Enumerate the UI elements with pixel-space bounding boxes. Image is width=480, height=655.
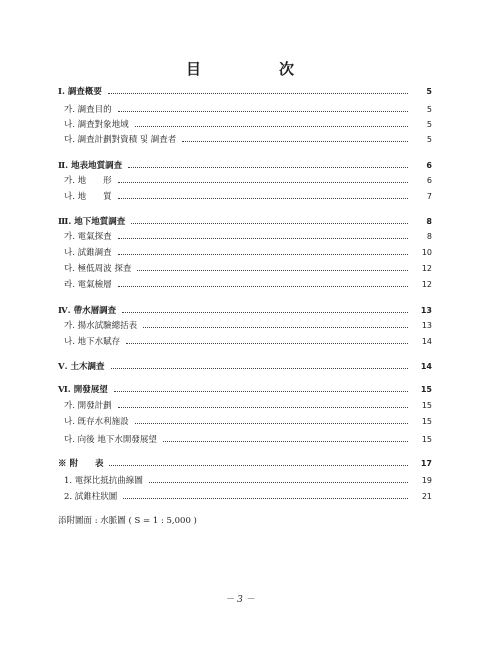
toc-entry	[58, 474, 432, 488]
toc-entry-label: Ⅱ. 地表地質調査	[58, 161, 123, 171]
dot-leader	[135, 422, 408, 424]
toc-entry	[58, 433, 432, 447]
toc-entry-label: Ⅲ. 地下地質調査	[58, 217, 126, 227]
toc-entry-page: 5	[426, 135, 432, 144]
toc-entry-label: 다. 調査計劃對資積 및 調査者	[64, 135, 177, 145]
dot-leader	[111, 367, 408, 369]
toc-entry-page: 13	[421, 321, 432, 330]
toc-entry	[58, 383, 432, 397]
toc-entry-label: Ⅰ. 調査槪要	[58, 87, 102, 97]
toc-entry-page: 12	[421, 280, 432, 289]
toc-entry-page: 14	[420, 362, 432, 371]
toc-entry-page: 6	[426, 176, 432, 185]
toc-entry	[58, 190, 432, 204]
toc-entry-page: 13	[420, 306, 432, 315]
toc-entry-page: 5	[426, 105, 432, 114]
attached-drawing-note: 添附圖面 : 水脈圖 ( S = 1 : 5,000 )	[58, 516, 197, 526]
toc-entry-label: 나. 旣存水利施設	[64, 417, 129, 427]
toc-entry-label: Ⅴ. 土木調査	[58, 362, 105, 372]
toc-entry	[58, 103, 432, 117]
toc-entry-page: 15	[421, 401, 432, 410]
toc-entry-label: 나. 調査對象地域	[64, 120, 129, 130]
toc-entry-label: Ⅵ. 開發展望	[58, 385, 108, 395]
toc-entry-label: Ⅳ. 帶水層調査	[58, 306, 117, 316]
toc-entry	[58, 335, 432, 349]
toc-entry-label: ※ 附 表	[58, 459, 104, 469]
toc-entry	[58, 85, 432, 99]
toc-entry	[58, 230, 432, 244]
toc-entry	[58, 490, 432, 504]
toc-entry	[58, 118, 432, 132]
toc-entry	[58, 246, 432, 260]
dot-leader	[135, 125, 408, 127]
toc-entry-page: 8	[426, 232, 432, 241]
dot-leader	[118, 406, 408, 408]
dot-leader	[108, 92, 408, 94]
dot-leader	[163, 440, 408, 442]
dot-leader	[118, 197, 408, 199]
dot-leader	[118, 253, 408, 255]
dot-leader	[143, 326, 408, 328]
toc-entry	[58, 319, 432, 333]
dot-leader	[149, 481, 408, 483]
toc-entry-label: 라. 電氣檢層	[64, 280, 112, 290]
dot-leader	[114, 390, 408, 392]
dot-leader	[182, 140, 408, 142]
toc-entry	[58, 399, 432, 413]
toc-entry-label: 가. 揚水試驗總括表	[64, 321, 138, 331]
toc-entry	[58, 360, 432, 374]
dot-leader	[118, 110, 408, 112]
toc-entry-label: 1. 電探比抵抗曲線圖	[64, 476, 143, 486]
dot-leader	[126, 342, 408, 344]
toc-entry	[58, 415, 432, 429]
toc-entry-label: 나. 地 質	[64, 192, 112, 202]
toc-entry	[58, 304, 432, 318]
toc-entry-label: 가. 開發計劃	[64, 401, 112, 411]
toc-entry	[58, 457, 432, 471]
toc-entry-label: 2. 試錐柱狀圖	[64, 492, 118, 502]
toc-entry-label: 가. 電氣探査	[64, 232, 112, 242]
toc-entry-label: 나. 試錐調査	[64, 248, 112, 258]
toc-entry	[58, 133, 432, 147]
title-right-char: 次	[279, 60, 295, 78]
toc-entry-page: 10	[421, 248, 432, 257]
dot-leader	[122, 311, 408, 313]
dot-leader	[109, 464, 408, 466]
toc-entry	[58, 278, 432, 292]
toc-entry-page: 15	[421, 417, 432, 426]
dot-leader	[118, 237, 408, 239]
toc-entry-page: 17	[420, 459, 432, 468]
toc-entry-page: 7	[426, 192, 432, 201]
dot-leader	[131, 222, 408, 224]
toc-entry-page: 14	[421, 337, 432, 346]
toc-entry-page: 5	[426, 120, 432, 129]
dot-leader	[128, 166, 408, 168]
page-number: － 3 －	[225, 595, 255, 605]
dot-leader	[118, 285, 408, 287]
dot-leader	[137, 269, 408, 271]
title-left-char: 目	[186, 60, 202, 78]
toc-entry-label: 가. 調査目的	[64, 105, 112, 115]
toc-entry-page: 21	[421, 492, 432, 501]
toc-entry-page: 8	[426, 217, 432, 226]
toc-entry-label: 다. 向後 地下水開發展望	[64, 435, 157, 445]
dot-leader	[123, 497, 408, 499]
toc-entry-page: 15	[421, 435, 432, 444]
toc-entry	[58, 215, 432, 229]
toc-entry-page: 5	[426, 87, 432, 96]
toc-entry-page: 15	[420, 385, 432, 394]
toc-entry-label: 가. 地 形	[64, 176, 112, 186]
toc-entry	[58, 174, 432, 188]
toc-entry	[58, 262, 432, 276]
toc-entry-page: 6	[426, 161, 432, 170]
toc-entry-page: 12	[421, 264, 432, 273]
dot-leader	[118, 181, 408, 183]
toc-entry-page: 19	[421, 476, 432, 485]
toc-entry-label: 나. 地下水賦存	[64, 337, 121, 347]
toc-entry	[58, 159, 432, 173]
toc-entry-label: 다. 極低周波 探査	[64, 264, 132, 274]
